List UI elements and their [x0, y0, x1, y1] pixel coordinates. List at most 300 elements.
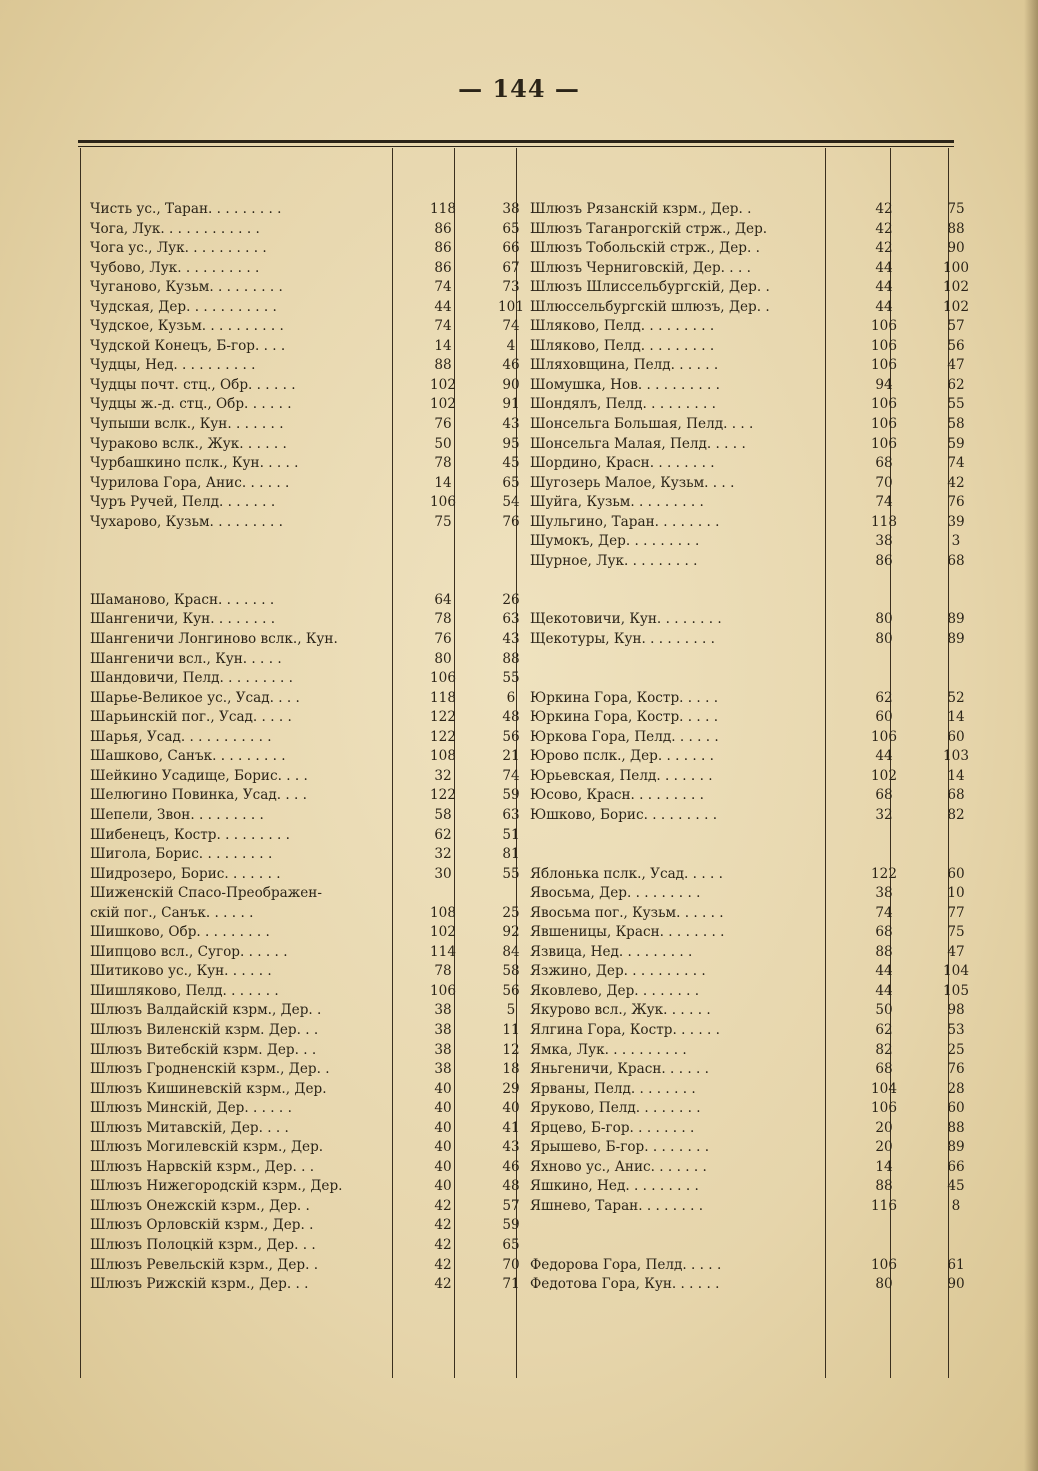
place-name: Шлюзъ Валдайскій кзрм., Дер. .	[90, 1002, 322, 1019]
place-name: Язжино, Дер. . . . . . . . . .	[530, 963, 706, 980]
map-sheet-number: 74	[875, 494, 893, 511]
place-name: Яшкино, Нед. . . . . . . . .	[530, 1178, 699, 1195]
index-entry-row	[530, 1080, 990, 1100]
entry-number: 52	[947, 689, 965, 706]
map-sheet-number: 118	[430, 201, 456, 217]
index-entry-row	[90, 1158, 546, 1178]
map-sheet-number: 94	[875, 376, 893, 393]
place-name: Юрово пслк., Дер. . . . . . .	[530, 748, 715, 765]
place-name: Шангеничи, Кун. . . . . . . .	[90, 611, 276, 628]
index-entry-row	[530, 630, 990, 650]
index-entry-row	[90, 571, 546, 591]
map-sheet-number: 62	[875, 689, 893, 706]
place-name: Шашково, Санък. . . . . . . . .	[90, 748, 286, 765]
map-sheet-number: 64	[434, 591, 452, 608]
index-entry-row	[530, 708, 990, 728]
place-name: Яхново ус., Анис. . . . . . .	[530, 1158, 707, 1175]
index-entry-row	[90, 356, 546, 376]
place-name: Ямка, Лук. . . . . . . . . .	[530, 1041, 687, 1058]
place-name: Шиженскій Спасо-Преображен-	[90, 885, 322, 902]
map-sheet-number: 40	[434, 1158, 452, 1175]
entry-number: 53	[947, 1021, 965, 1038]
map-sheet-number: 32	[434, 846, 452, 863]
entry-number: 76	[502, 513, 520, 530]
place-name: Щекотовичи, Кун. . . . . . . .	[530, 611, 722, 628]
place-name: Шлюзъ Тобольскій стрж., Дер. .	[530, 240, 760, 257]
index-entry-row	[90, 884, 546, 904]
map-sheet-number: 44	[875, 982, 893, 999]
index-entry-row	[90, 1080, 546, 1100]
entry-number: 77	[947, 904, 965, 921]
page-edge-shadow	[1024, 0, 1038, 1471]
place-name: Язвица, Нед. . . . . . . . .	[530, 943, 693, 960]
place-name: Ярваны, Пелд. . . . . . . .	[530, 1080, 696, 1097]
entry-number: 60	[947, 1100, 965, 1117]
map-sheet-number: 106	[871, 1100, 897, 1117]
map-sheet-number: 42	[434, 1256, 452, 1273]
index-entry-row	[90, 259, 546, 279]
entry-number: 14	[947, 767, 965, 784]
index-entry-row	[90, 943, 546, 963]
index-entry-row	[90, 415, 546, 435]
index-entry-row	[90, 1060, 546, 1080]
map-sheet-number: 102	[430, 396, 456, 413]
index-entry-row	[90, 395, 546, 415]
map-sheet-number: 40	[434, 1139, 452, 1156]
index-entry-row	[90, 923, 546, 943]
entry-number: 26	[502, 591, 520, 608]
map-sheet-number: 68	[875, 787, 893, 804]
map-sheet-number: 40	[434, 1119, 452, 1136]
index-entry-row	[530, 493, 990, 513]
entry-number: 63	[502, 611, 520, 628]
entry-number: 101	[498, 298, 524, 315]
entry-number: 5	[506, 1002, 516, 1019]
place-name: Шарья, Усад. . . . . . . . . . .	[90, 728, 272, 745]
index-entry-row	[90, 747, 546, 767]
index-entry-row	[530, 1041, 990, 1061]
entry-number: 59	[947, 435, 965, 452]
place-name: Шитиково ус., Кун. . . . . .	[90, 963, 272, 980]
index-entry-row	[530, 689, 990, 709]
index-entry-row	[90, 1119, 546, 1139]
index-entry-row	[90, 532, 546, 552]
index-entry-row	[530, 923, 990, 943]
map-sheet-number: 44	[875, 279, 893, 296]
place-name: Шуйга, Кузьм. . . . . . . . .	[530, 494, 704, 511]
map-sheet-number: 50	[434, 435, 452, 452]
map-sheet-number: 116	[871, 1197, 897, 1214]
entry-number: 55	[502, 670, 520, 687]
entry-number: 67	[502, 259, 520, 276]
entry-number: 62	[947, 376, 965, 393]
index-entry-row	[530, 317, 990, 337]
entry-number: 76	[947, 494, 965, 511]
entry-number: 42	[947, 474, 965, 491]
index-entry-row	[530, 591, 990, 611]
place-name: Чудской Конецъ, Б-гор. . . .	[90, 337, 286, 354]
entry-number: 38	[502, 201, 520, 217]
map-sheet-number: 82	[875, 1041, 893, 1058]
place-name: Федорова Гора, Пелд. . . . .	[530, 1256, 722, 1273]
place-name: Шлюзъ Ревельскій кзрм., Дер. .	[90, 1256, 319, 1273]
place-name: Чураково вслк., Жук. . . . . .	[90, 435, 287, 452]
entry-number: 47	[947, 943, 965, 960]
index-entry-row	[530, 884, 990, 904]
index-entry-row	[90, 1236, 546, 1256]
entry-number: 56	[502, 728, 520, 745]
place-name: Шурное, Лук. . . . . . . . .	[530, 552, 698, 569]
index-entry-row	[530, 845, 990, 865]
place-name: Шугозерь Малое, Кузьм. . . .	[530, 474, 735, 491]
map-sheet-number: 50	[875, 1002, 893, 1019]
place-name: Яруково, Пелд. . . . . . . .	[530, 1100, 701, 1117]
map-sheet-number: 80	[875, 631, 893, 648]
index-entry-row	[90, 298, 546, 318]
entry-number: 73	[502, 279, 520, 296]
place-name: Шонсельга Малая, Пелд. . . . .	[530, 435, 746, 452]
index-entry-row	[90, 454, 546, 474]
index-entry-row	[530, 650, 990, 670]
entry-number: 39	[947, 513, 965, 530]
place-name: Шлюзъ Онежскій кзрм., Дер. .	[90, 1197, 310, 1214]
map-sheet-number: 42	[434, 1197, 452, 1214]
place-name: Шандовичи, Пелд. . . . . . . . .	[90, 670, 293, 687]
index-entry-row	[90, 1256, 546, 1276]
map-sheet-number: 78	[434, 611, 452, 628]
place-name: Щекотуры, Кун. . . . . . . . .	[530, 631, 715, 648]
map-sheet-number: 74	[434, 318, 452, 335]
place-name: Чудцы ж.-д. стц., Обр. . . . . .	[90, 396, 292, 413]
place-name: Яшнево, Таран. . . . . . . .	[530, 1197, 704, 1214]
index-entry-row	[90, 826, 546, 846]
place-name: Чудцы, Нед. . . . . . . . . .	[90, 357, 256, 374]
map-sheet-number: 122	[871, 865, 897, 882]
index-entry-row	[530, 1001, 990, 1021]
index-entry-row	[530, 435, 990, 455]
index-entry-row	[90, 435, 546, 455]
index-entry-row	[90, 1099, 546, 1119]
entry-number: 40	[502, 1100, 520, 1117]
index-entry-row	[90, 806, 546, 826]
index-entry-row	[90, 513, 546, 533]
place-name: Явосьма пог., Кузьм. . . . . .	[530, 904, 724, 921]
map-sheet-number: 106	[430, 982, 456, 999]
entry-number: 11	[502, 1021, 520, 1038]
place-name: Шейкино Усадище, Борис. . . .	[90, 767, 308, 784]
entry-number: 81	[502, 846, 520, 863]
map-sheet-number: 122	[430, 728, 456, 745]
place-name: скій пог., Санък. . . . . .	[90, 904, 254, 921]
place-name: Шлюзъ Виленскій кзрм. Дер. . .	[90, 1021, 319, 1038]
index-entry-row	[90, 591, 546, 611]
index-entry-row	[90, 1138, 546, 1158]
map-sheet-number: 62	[875, 1021, 893, 1038]
entry-number: 12	[502, 1041, 520, 1058]
index-entry-row	[90, 220, 546, 240]
entry-number: 25	[502, 904, 520, 921]
place-name: Шибенецъ, Костр. . . . . . . . .	[90, 826, 290, 843]
map-sheet-number: 40	[434, 1080, 452, 1097]
entry-number: 41	[502, 1119, 520, 1136]
map-sheet-number: 14	[434, 474, 452, 491]
entry-number: 57	[947, 318, 965, 335]
index-entry-row	[90, 317, 546, 337]
map-sheet-number: 70	[875, 474, 893, 491]
map-sheet-number: 20	[875, 1139, 893, 1156]
index-entry-row	[530, 1177, 990, 1197]
index-entry-row	[530, 1236, 990, 1256]
map-sheet-number: 86	[434, 240, 452, 257]
entry-number: 21	[502, 748, 520, 765]
map-sheet-number: 86	[875, 552, 893, 569]
index-entry-row	[530, 278, 990, 298]
place-name: Шордино, Красн. . . . . . . .	[530, 455, 715, 472]
place-name: Шидрозеро, Борис. . . . . . .	[90, 865, 281, 882]
place-name: Шлюзъ Нижегородскій кзрм., Дер.	[90, 1178, 343, 1195]
entry-number: 98	[947, 1002, 965, 1019]
map-sheet-number: 74	[434, 279, 452, 296]
entry-number: 3	[951, 533, 961, 550]
map-sheet-number: 32	[875, 806, 893, 823]
map-sheet-number: 14	[875, 1158, 893, 1175]
map-sheet-number: 122	[430, 709, 456, 726]
map-sheet-number: 118	[430, 689, 456, 706]
place-name: Шлюзъ Черниговскій, Дер. . . .	[530, 259, 751, 276]
place-name: Юрьевская, Пелд. . . . . . .	[530, 767, 713, 784]
entry-number: 88	[502, 650, 520, 667]
index-entry-row	[90, 728, 546, 748]
entry-number: 68	[947, 787, 965, 804]
map-sheet-number: 68	[875, 455, 893, 472]
map-sheet-number: 38	[875, 885, 893, 902]
entry-number: 18	[502, 1061, 520, 1078]
index-entry-row	[530, 259, 990, 279]
entry-number: 88	[947, 1119, 965, 1136]
map-sheet-number: 106	[871, 1256, 897, 1273]
map-sheet-number: 44	[875, 963, 893, 980]
map-sheet-number: 88	[875, 1178, 893, 1195]
entry-number: 75	[947, 201, 965, 217]
entry-number: 75	[947, 924, 965, 941]
index-entry-row	[90, 1177, 546, 1197]
index-entry-row	[530, 610, 990, 630]
place-name: Шлюзъ Митавскій, Дер. . . .	[90, 1119, 289, 1136]
map-sheet-number: 118	[871, 513, 897, 530]
index-entry-row	[530, 395, 990, 415]
place-name: Юсово, Красн. . . . . . . . .	[530, 787, 704, 804]
index-entry-row	[90, 337, 546, 357]
place-name: Шляково, Пелд. . . . . . . . .	[530, 318, 715, 335]
map-sheet-number: 106	[871, 337, 897, 354]
place-name: Шлюзъ Кишиневскій кзрм., Дер.	[90, 1080, 327, 1097]
index-entry-row	[90, 610, 546, 630]
map-sheet-number: 102	[871, 767, 897, 784]
index-entry-row	[530, 786, 990, 806]
entry-number: 25	[947, 1041, 965, 1058]
place-name: Шонсельга Большая, Пелд. . . .	[530, 416, 754, 433]
place-name: Шлюзъ Нарвскій кзрм., Дер. . .	[90, 1158, 315, 1175]
map-sheet-number: 44	[875, 748, 893, 765]
index-entry-row	[530, 943, 990, 963]
entry-number: 43	[502, 1139, 520, 1156]
place-name: Шарье-Великое ус., Усад. . . .	[90, 689, 300, 706]
index-entry-row	[90, 493, 546, 513]
entry-number: 84	[502, 943, 520, 960]
place-name: Юшково, Борис. . . . . . . . .	[530, 806, 718, 823]
entry-number: 92	[502, 924, 520, 941]
map-sheet-number: 106	[871, 357, 897, 374]
entry-number: 6	[506, 689, 516, 706]
place-name: Шлюссельбургскій шлюзъ, Дер. .	[530, 298, 770, 315]
index-entry-row	[90, 630, 546, 650]
index-entry-row	[530, 513, 990, 533]
place-name: Шепели, Звон. . . . . . . . .	[90, 806, 264, 823]
entry-number: 43	[502, 416, 520, 433]
place-name: Шляховщина, Пелд. . . . . .	[530, 357, 719, 374]
place-name: Шелюгино Повинка, Усад. . . .	[90, 787, 307, 804]
entry-number: 100	[943, 259, 969, 276]
index-entry-row	[530, 1119, 990, 1139]
index-entry-row	[90, 904, 546, 924]
entry-number: 74	[947, 455, 965, 472]
place-name: Чухарово, Кузьм. . . . . . . . .	[90, 513, 284, 530]
place-name: Шишково, Обр. . . . . . . . .	[90, 924, 270, 941]
entry-number: 48	[502, 709, 520, 726]
entry-number: 88	[947, 220, 965, 237]
entry-number: 60	[947, 865, 965, 882]
entry-number: 90	[947, 240, 965, 257]
index-entry-row	[530, 298, 990, 318]
map-sheet-number: 68	[875, 924, 893, 941]
index-entry-row	[90, 552, 546, 572]
map-sheet-number: 38	[434, 1021, 452, 1038]
entry-number: 76	[947, 1061, 965, 1078]
entry-number: 60	[947, 728, 965, 745]
index-entry-row	[530, 376, 990, 396]
place-name: Чуръ Ручей, Пелд. . . . . . .	[90, 494, 276, 511]
place-name: Чуганово, Кузьм. . . . . . . . .	[90, 279, 283, 296]
entry-number: 74	[502, 767, 520, 784]
entry-number: 89	[947, 1139, 965, 1156]
index-entry-row	[530, 239, 990, 259]
place-name: Шляково, Пелд. . . . . . . . .	[530, 337, 715, 354]
index-entry-row	[90, 1197, 546, 1217]
entry-number: 45	[947, 1178, 965, 1195]
place-name: Чисть ус., Таран. . . . . . . . .	[90, 201, 282, 217]
map-sheet-number: 80	[875, 611, 893, 628]
place-name: Шигола, Борис. . . . . . . . .	[90, 846, 273, 863]
map-sheet-number: 106	[871, 435, 897, 452]
map-sheet-number: 76	[434, 416, 452, 433]
index-entry-row	[90, 239, 546, 259]
place-name: Шлюзъ Орловскій кзрм., Дер. .	[90, 1217, 314, 1234]
place-name: Ярышево, Б-гор. . . . . . . .	[530, 1139, 710, 1156]
entry-number: 56	[502, 982, 520, 999]
map-sheet-number: 60	[875, 709, 893, 726]
map-sheet-number: 38	[434, 1061, 452, 1078]
header-rule-thin	[78, 146, 954, 147]
index-entry-row	[530, 904, 990, 924]
index-entry-row	[90, 1275, 546, 1295]
place-name: Шлюзъ Шлиссельбургскій, Дер. .	[530, 279, 770, 296]
index-entry-row	[530, 200, 990, 220]
entry-number: 54	[502, 494, 520, 511]
place-name: Шангеничи всл., Кун. . . . .	[90, 650, 282, 667]
entry-number: 102	[943, 298, 969, 315]
entry-number: 46	[502, 1158, 520, 1175]
place-name: Федотова Гора, Кун. . . . . .	[530, 1276, 720, 1293]
place-name: Шаманово, Красн. . . . . . .	[90, 591, 275, 608]
entry-number: 65	[502, 474, 520, 491]
index-entry-row	[90, 786, 546, 806]
map-sheet-number: 68	[875, 1061, 893, 1078]
index-entry-row	[530, 1021, 990, 1041]
entry-number: 29	[502, 1080, 520, 1097]
index-entry-row	[90, 200, 546, 220]
index-entry-row	[90, 669, 546, 689]
page-number: — 144 —	[458, 74, 580, 103]
index-entry-row	[530, 806, 990, 826]
map-sheet-number: 108	[430, 748, 456, 765]
entry-number: 89	[947, 631, 965, 648]
map-sheet-number: 58	[434, 806, 452, 823]
map-sheet-number: 44	[434, 298, 452, 315]
index-entry-row	[530, 1275, 990, 1295]
index-entry-row	[90, 845, 546, 865]
place-name: Юркина Гора, Костр. . . . .	[530, 709, 719, 726]
map-sheet-number: 88	[434, 357, 452, 374]
map-sheet-number: 102	[430, 376, 456, 393]
entry-number: 51	[502, 826, 520, 843]
map-sheet-number: 88	[875, 943, 893, 960]
map-sheet-number: 108	[430, 904, 456, 921]
column-divider	[80, 148, 81, 1378]
map-sheet-number: 106	[871, 396, 897, 413]
place-name: Ярцево, Б-гор. . . . . . . .	[530, 1119, 695, 1136]
entry-number: 68	[947, 552, 965, 569]
map-sheet-number: 20	[875, 1119, 893, 1136]
map-sheet-number: 122	[430, 787, 456, 804]
entry-number: 71	[502, 1276, 520, 1293]
index-entry-row	[530, 356, 990, 376]
entry-number: 65	[502, 1236, 520, 1253]
index-entry-row	[530, 1099, 990, 1119]
map-sheet-number: 104	[871, 1080, 897, 1097]
entry-number: 14	[947, 709, 965, 726]
map-sheet-number: 86	[434, 259, 452, 276]
map-sheet-number: 106	[871, 416, 897, 433]
index-entry-row	[90, 708, 546, 728]
map-sheet-number: 78	[434, 455, 452, 472]
entry-number: 103	[943, 748, 969, 765]
entry-number: 95	[502, 435, 520, 452]
index-entry-row	[90, 1041, 546, 1061]
entry-number: 66	[947, 1158, 965, 1175]
place-name: Чога ус., Лук. . . . . . . . . .	[90, 240, 267, 257]
place-name: Явосьма, Дер. . . . . . . . .	[530, 885, 701, 902]
map-sheet-number: 78	[434, 963, 452, 980]
entry-number: 59	[502, 787, 520, 804]
index-entry-row	[530, 220, 990, 240]
index-entry-row	[90, 982, 546, 1002]
map-sheet-number: 106	[430, 670, 456, 687]
place-name: Шишляково, Пелд. . . . . . .	[90, 982, 279, 999]
index-entry-row	[90, 278, 546, 298]
index-entry-row	[90, 474, 546, 494]
map-sheet-number: 106	[430, 494, 456, 511]
index-entry-row	[90, 865, 546, 885]
